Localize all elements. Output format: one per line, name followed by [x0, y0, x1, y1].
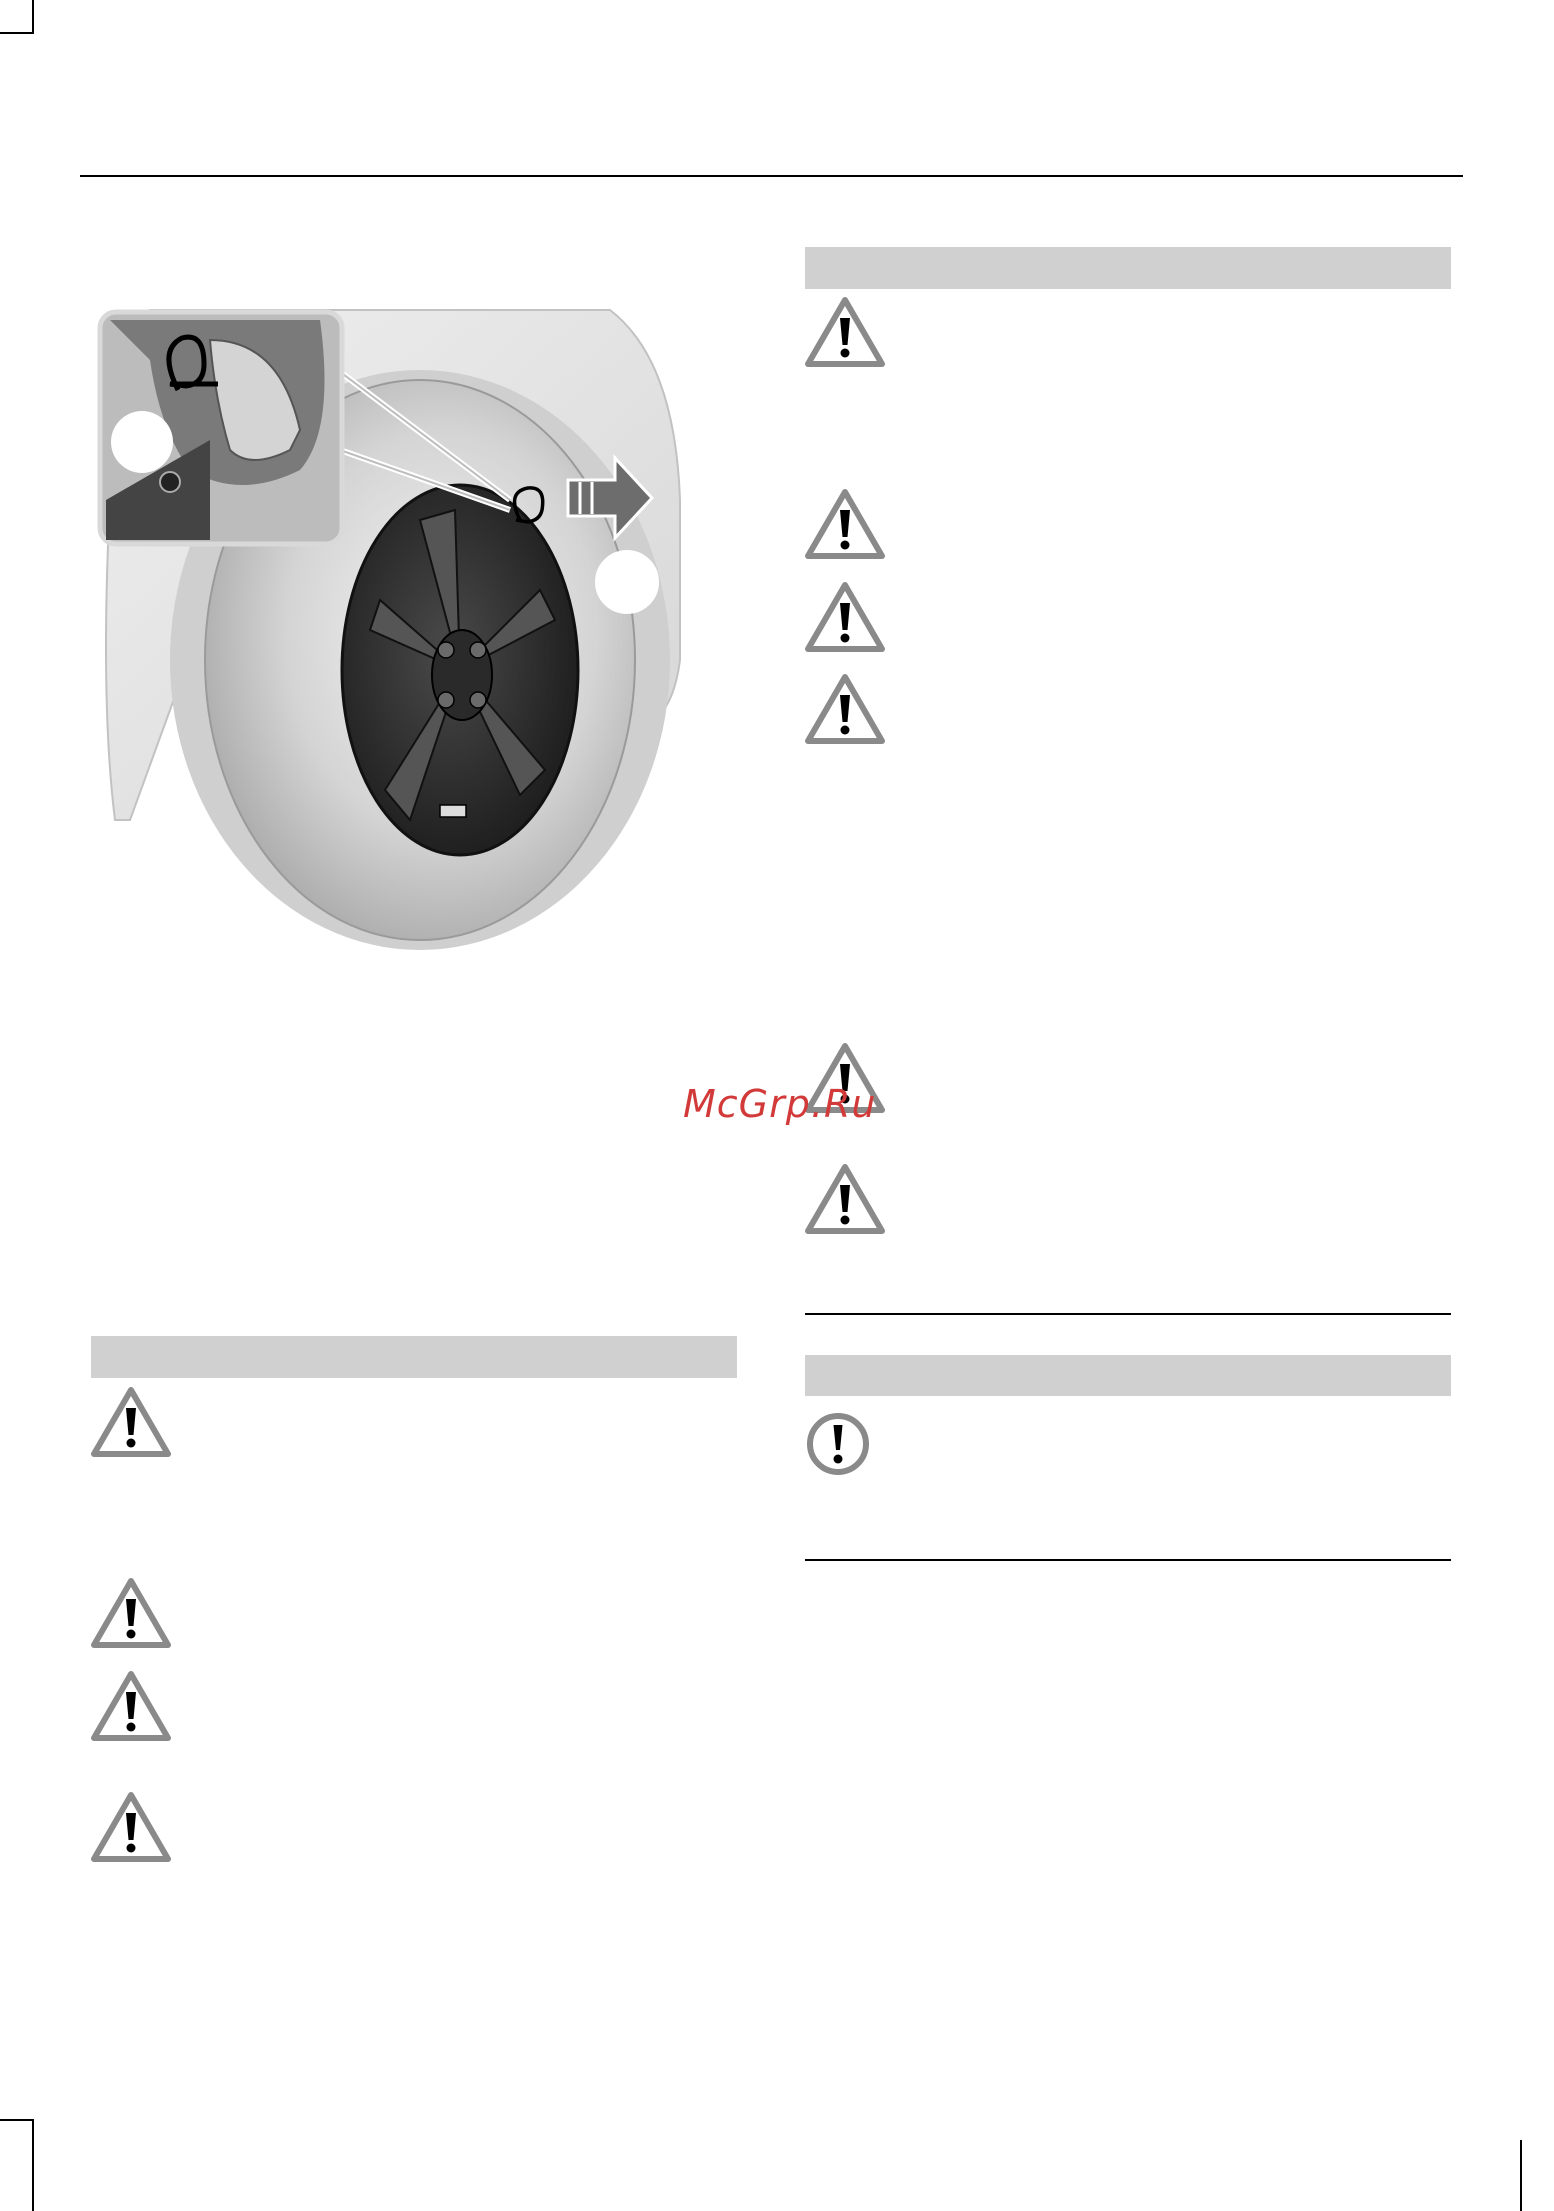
warning-triangle-icon [804, 296, 886, 368]
crop-mark-bottom-left-vertical [32, 2119, 34, 2211]
section-divider-rule [805, 1559, 1451, 1561]
warning-triangle-icon [90, 1670, 172, 1742]
page-header-rule [80, 175, 1463, 177]
warning-triangle-icon [90, 1577, 172, 1649]
crop-mark-bottom-right-vertical [1520, 2140, 1522, 2211]
warning-triangle-icon [804, 1163, 886, 1235]
section-header-bar [91, 1336, 737, 1378]
section-header-bar [805, 247, 1451, 289]
crop-mark-top-left-horizontal [0, 32, 34, 34]
warning-triangle-icon [804, 581, 886, 653]
spare-wheel-illustration [90, 300, 710, 950]
warning-triangle-icon [90, 1386, 172, 1458]
crop-mark-top-left-vertical [32, 0, 34, 34]
warning-triangle-icon [90, 1791, 172, 1863]
warning-triangle-icon [804, 673, 886, 745]
caution-circle-icon [806, 1412, 870, 1476]
warning-triangle-icon [804, 488, 886, 560]
watermark-text: McGrp.Ru [683, 1082, 877, 1126]
crop-mark-bottom-left-horizontal [0, 2119, 34, 2121]
spare-wheel-figure [90, 300, 710, 950]
section-header-bar [805, 1355, 1451, 1396]
section-divider-rule [805, 1313, 1451, 1315]
